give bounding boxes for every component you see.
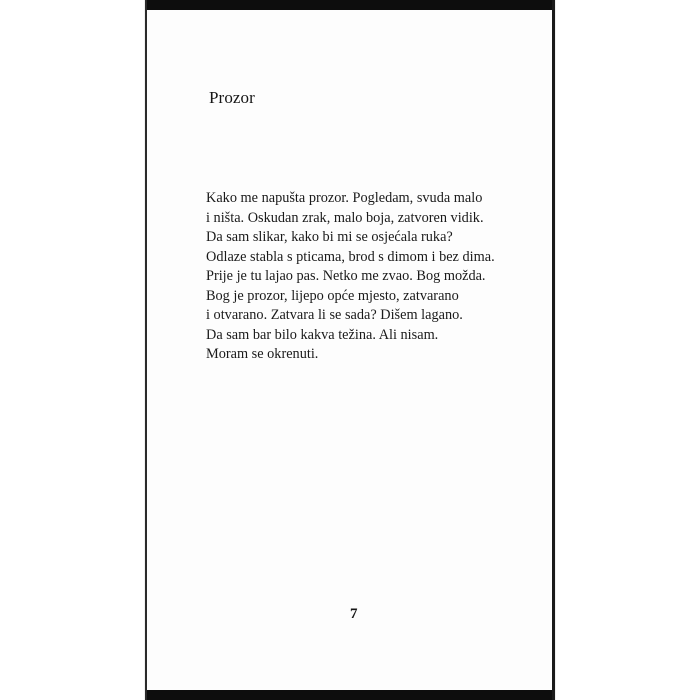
poem-line: Odlaze stabla s pticama, brod s dimom i bez dima.	[206, 248, 495, 265]
scan-edge-bottom	[145, 690, 555, 700]
poem-line: i otvarano. Zatvara li se sada? Dišem lagano.	[206, 307, 463, 323]
poem-line: Prije je tu lajao pas. Netko me zvao. Bog možda.	[206, 268, 486, 284]
poem-line: Da sam slikar, kako bi mi se osjećala ruka?	[206, 229, 453, 245]
poem-line: i ništa. Oskudan zrak, malo boja, zatvoren vidik.	[206, 209, 484, 226]
page-number: 7	[350, 606, 358, 622]
scan-edge-right	[552, 0, 555, 700]
poem-line: Moram se okrenuti.	[206, 346, 319, 362]
scan-edge-left	[145, 0, 147, 700]
scan-edge-top	[145, 0, 555, 10]
poem-line: Kako me napušta prozor. Pogledam, svuda malo	[206, 190, 483, 206]
poem-line: Da sam bar bilo kakva težina. Ali nisam.	[206, 326, 439, 343]
poem-title: Prozor	[209, 88, 255, 107]
poem-line: Bog je prozor, lijepo opće mjesto, zatvarano	[206, 287, 459, 304]
poem-body	[206, 189, 526, 365]
